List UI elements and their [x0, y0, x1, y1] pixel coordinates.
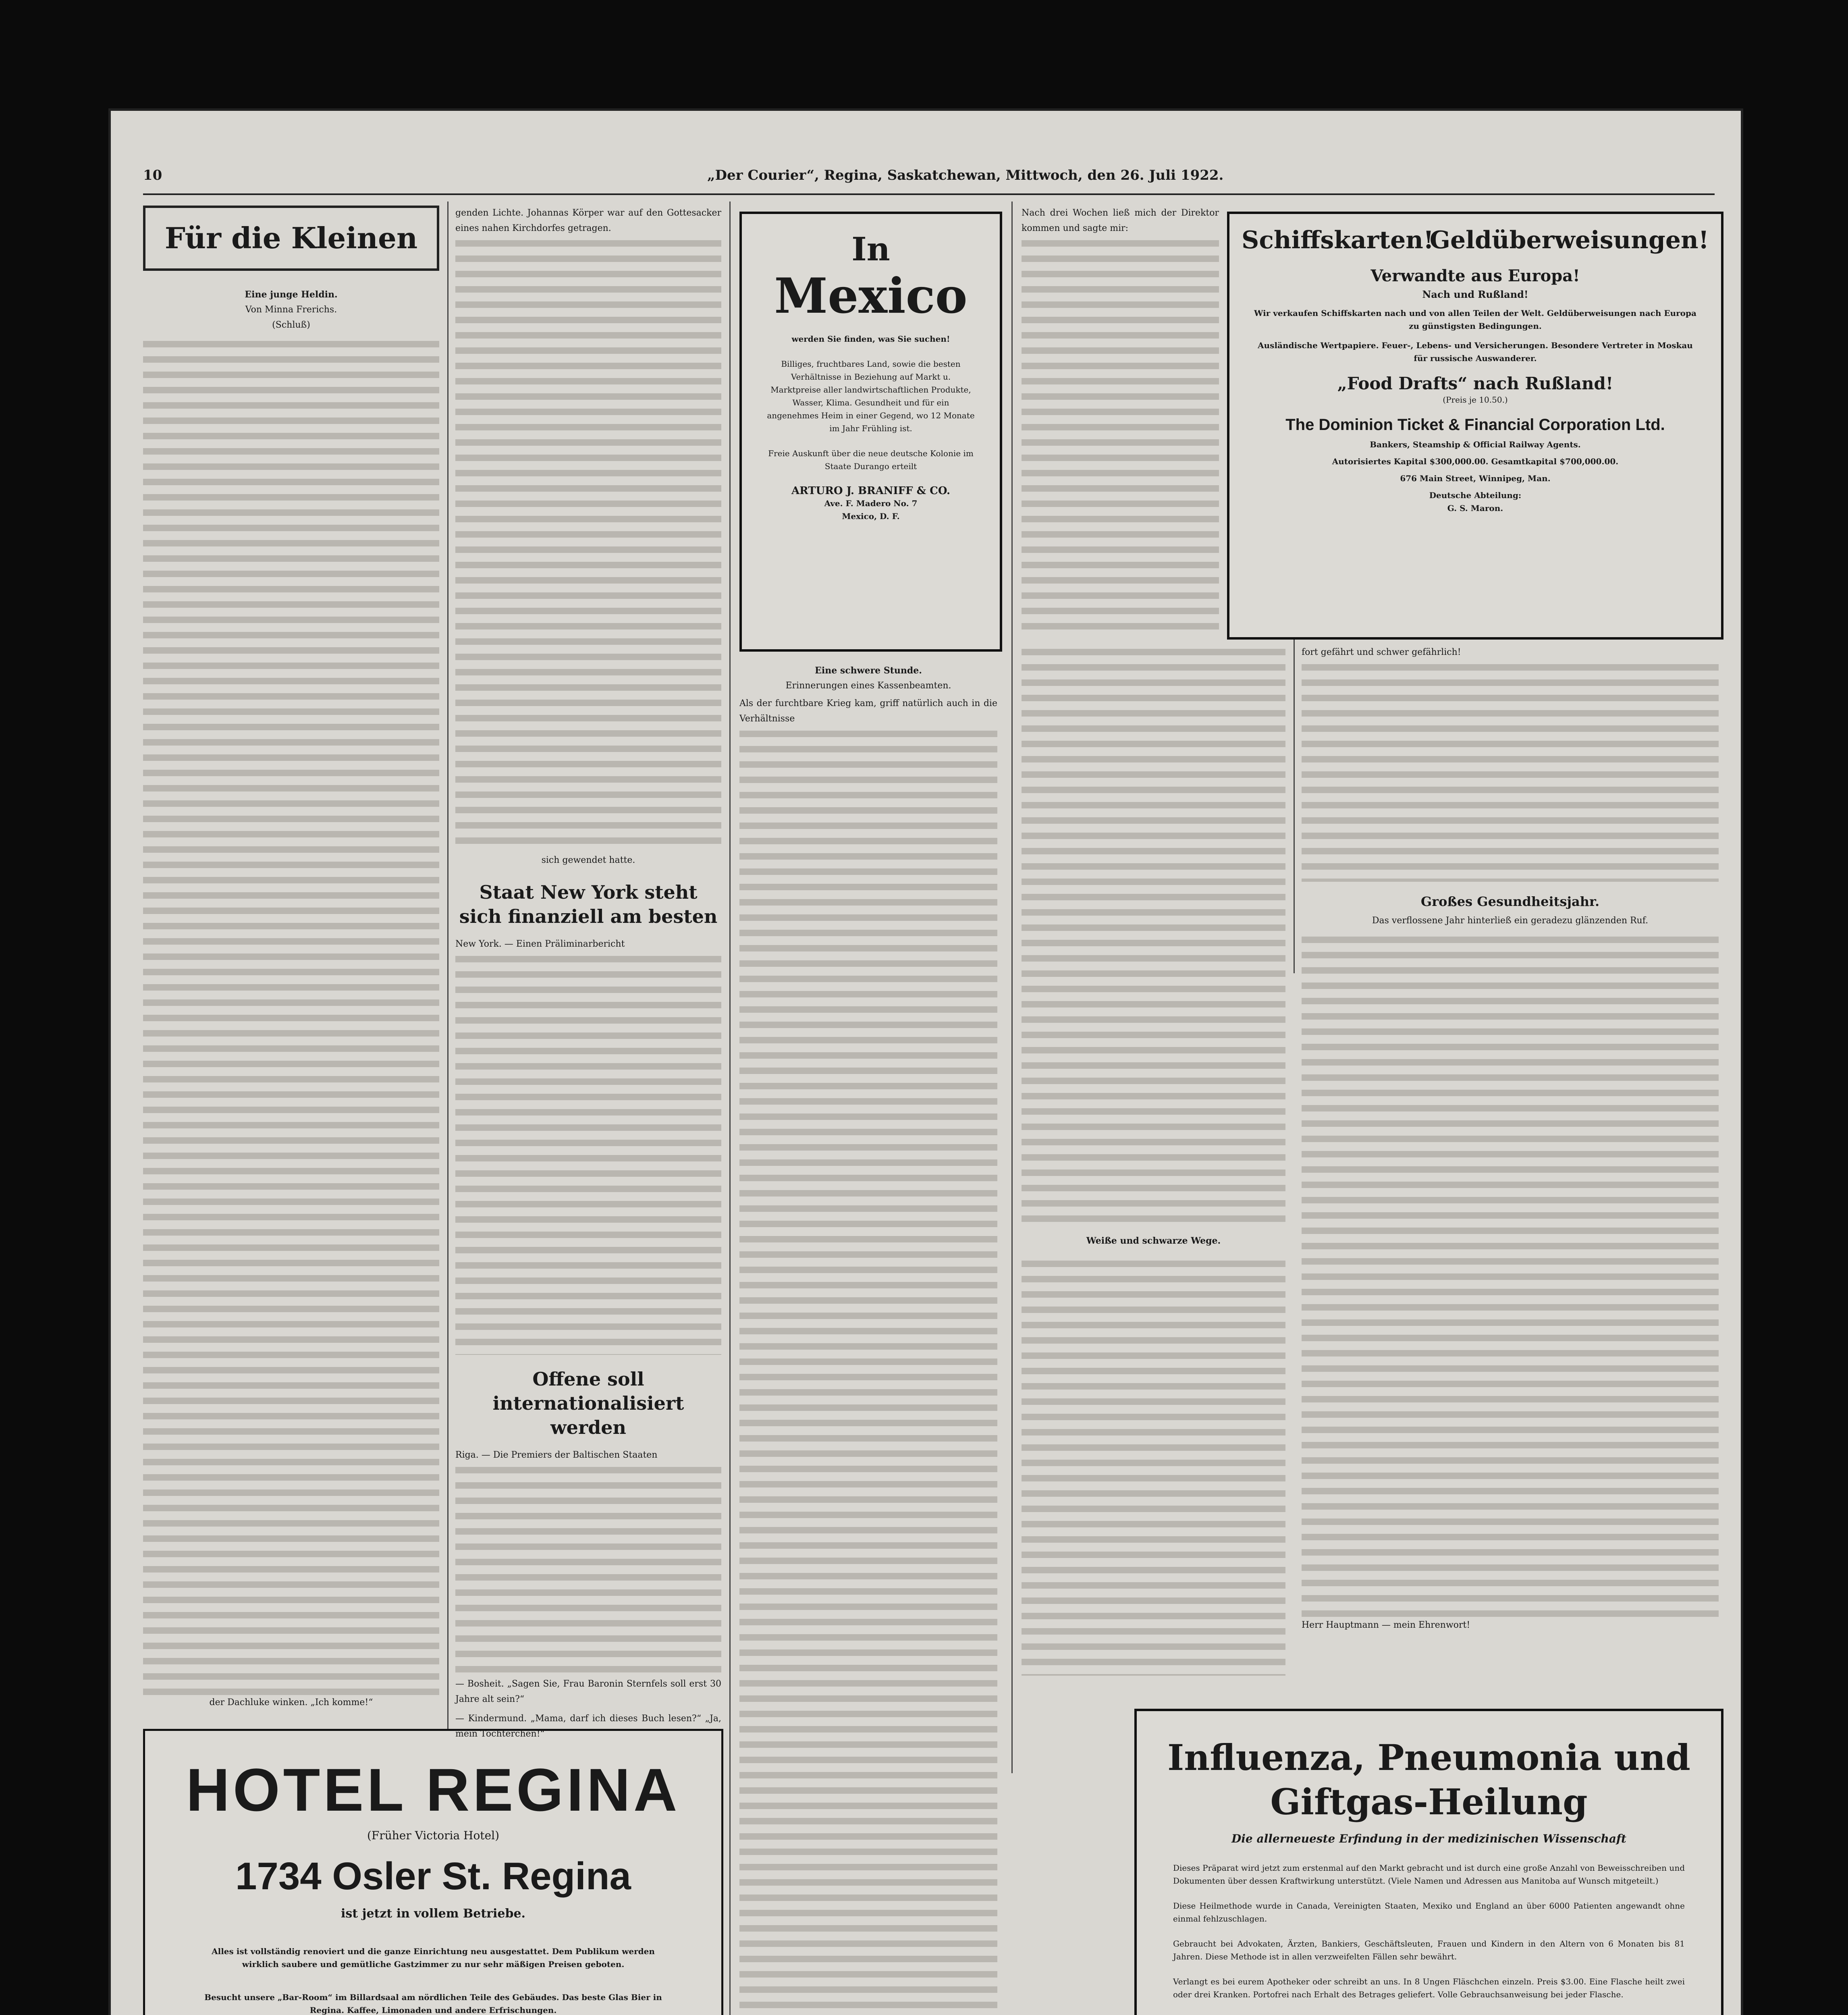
tickets-ad-subtitle: Verwandte aus Europa!: [1370, 266, 1580, 285]
tickets-ad-price: (Preis je 10.50.): [1443, 395, 1508, 405]
col4-start: Nach drei Wochen ließ mich der Direktor kommen und sagte mir:: [1022, 208, 1219, 233]
tickets-ad-address: 676 Main Street, Winnipeg, Man.: [1400, 474, 1551, 483]
column-three: [739, 663, 997, 2015]
headline-gesundheitsjahr: Großes Gesundheitsjahr.: [1420, 894, 1600, 909]
tickets-ad-line1: Wir verkaufen Schiffskarten nach und von allen Teilen der Welt. Geldüberweisungen nach Europa zu günstigsten Bedingungen.: [1254, 308, 1696, 331]
column-five: [1302, 645, 1719, 1693]
col4-top-text: [1022, 236, 1219, 635]
headline-riga: Offene soll internationalisiert werden: [492, 1368, 684, 1438]
column-four-top: [1022, 206, 1219, 629]
hotel-ad-status: ist jetzt in vollem Betriebe.: [341, 1907, 525, 1921]
mexico-ad-info: Freie Auskunft über die neue deutsche Kolonie im Staate Durango erteilt: [768, 449, 974, 471]
tickets-ad-line2: Ausländische Wertpapiere. Feuer-, Lebens- und Versicherungen. Besondere Vertreter in Moskau für russische Auswanderer.: [1258, 341, 1693, 363]
influenza-ad-paragraph-1: Dieses Präparat wird jetzt zum erstenmal auf den Markt gebracht und ist durch eine große Anzahl von Beweisschreiben und Dokumenten über dessen Kraftwirkung unterstützt. (Viele Namen und Adressen aus Manitoba auf Wunsch mitgeteilt.): [1173, 1863, 1685, 1886]
col4-text: [1022, 645, 1285, 1225]
headline-new-york: Staat New York steht sich finanziell am besten: [459, 881, 718, 927]
joke-kindermund: — Kindermund. „Mama, darf ich dieses Buch lesen?“ „Ja, mein Töchterchen!“: [455, 1714, 721, 1739]
continued-story-start: genden Lichte. Johannas Körper war auf den Gottesacker eines nahen Kirchdorfes getragen.: [455, 208, 721, 233]
kinder-section-title: Für die Kleinen: [143, 206, 439, 271]
joke-bosheit: — Bosheit. „Sagen Sie, Frau Baronin Sternfels soll erst 30 Jahre alt sein?“: [455, 1679, 721, 1704]
hotel-regina-ad: [143, 1729, 723, 2015]
influenza-ad-paragraph-4: Verlangt es bei eurem Apotheker oder schreibt an uns. In 8 Ungen Fläschchen einzeln. Preis $3.00. Eine Flasche heilt zwei oder drei Kranken. Portofrei nach Erhalt des Betrages geliefert. Volle Gebrauchsanweisung bei jeder Flasche.: [1173, 1977, 1685, 1999]
story-schwere-stunde-subtitle: Erinnerungen eines Kassenbeamten.: [785, 681, 951, 691]
tickets-ad-contact-name: G. S. Maron.: [1447, 503, 1503, 513]
mexico-ad-city: Mexico, D. F.: [842, 511, 900, 521]
influenza-ad-title-1: Influenza, Pneumonia und: [1167, 1737, 1690, 1778]
story-body-text: [143, 337, 439, 1695]
influenza-ad: [1134, 1709, 1723, 2015]
mexico-ad-company: ARTURO J. BRANIFF & CO.: [791, 485, 951, 497]
story-status: (Schluß): [272, 320, 310, 330]
influenza-ad-title-2: Giftgas-Heilung: [1270, 1781, 1588, 1823]
tickets-ad-department: Deutsche Abteilung:: [1429, 490, 1522, 500]
story-schwere-stunde-first-line: Als der furchtbare Krieg kam, griff natürlich auch in die Verhältnisse: [739, 698, 997, 724]
hotel-ad-address: 1734 Osler St. Regina: [235, 1855, 631, 1898]
article-riga-text: [455, 1463, 721, 1672]
masthead-line: „Der Courier“, Regina, Saskatchewan, Mittwoch, den 26. Juli 1922.: [707, 167, 1224, 183]
article-weisse-wege-text: [1022, 1257, 1285, 1676]
mexico-ad-address: Ave. F. Madero No. 7: [824, 499, 918, 508]
column-divider: [729, 202, 731, 2015]
col5-start: fort gefährt und schwer gefährlich!: [1302, 647, 1461, 657]
headline-weisse-wege: Weiße und schwarze Wege.: [1086, 1236, 1221, 1246]
mexico-ad-title-big: Mexico: [774, 268, 968, 324]
hotel-ad-paragraph-2: Besucht unsere „Bar-Room“ im Billardsaal am nördlichen Teile des Gebäudes. Das beste Glas Bier in Regina. Kaffee, Limonaden und andere Erfrischungen.: [204, 1992, 662, 2015]
column-divider: [1011, 202, 1013, 1773]
dateline-riga: Riga. — Die Premiers der Baltischen Staaten: [455, 1450, 658, 1460]
column-four: [1022, 645, 1285, 1693]
header-rule: [143, 193, 1715, 195]
mexico-ad: [739, 212, 1002, 652]
dateline-new-york: New York. — Einen Präliminarbericht: [455, 939, 625, 949]
tickets-ad-food-drafts: „Food Drafts“ nach Rußland!: [1337, 374, 1613, 393]
tickets-ad: [1227, 212, 1723, 640]
tickets-ad-right-title: Geldüberweisungen!: [1429, 226, 1709, 254]
influenza-ad-paragraph-2: Diese Heilmethode wurde in Canada, Vereinigten Staaten, Mexiko und England an über 6000 Patienten angewandt ohne einmal fehlzuschlagen.: [1173, 1901, 1685, 1924]
story-schwere-stunde-text: [739, 727, 997, 2015]
col5-ending: Herr Hauptmann — mein Ehrenwort!: [1302, 1620, 1470, 1630]
mexico-ad-subtitle: werden Sie finden, was Sie suchen!: [791, 334, 950, 344]
hotel-ad-formerly: (Früher Victoria Hotel): [367, 1829, 500, 1842]
continued-story-ending: sich gewendet hatte.: [541, 855, 635, 865]
mexico-ad-title-small: In: [851, 230, 890, 268]
tickets-ad-subtitle2: Nach und Rußland!: [1422, 289, 1528, 300]
tickets-ad-company: The Dominion Ticket & Financial Corporation Ltd.: [1285, 416, 1665, 434]
column-kinder: [143, 206, 439, 1713]
story-byline: Von Minna Frerichs.: [245, 305, 337, 315]
newspaper-page: [111, 111, 1741, 2015]
col5-text-top: [1302, 660, 1719, 882]
page-header: [143, 167, 1715, 195]
subhead-gesundheitsjahr: Das verflossene Jahr hinterließ ein geradezu glänzenden Ruf.: [1372, 916, 1649, 926]
continued-story-text: [455, 236, 721, 853]
tickets-ad-left-title: Schiffskarten!: [1242, 226, 1434, 254]
story-ending: der Dachluke winken. „Ich komme!“: [209, 1697, 373, 1708]
column-two: [455, 206, 721, 1739]
article-new-york-text: [455, 952, 721, 1355]
influenza-ad-subtitle: Die allerneueste Erfindung in der medizinischen Wissenschaft: [1231, 1832, 1626, 1845]
page-number: 10: [143, 167, 162, 183]
article-gesundheitsjahr-text: [1302, 933, 1719, 1618]
story-title: Eine junge Heldin.: [245, 289, 338, 300]
mexico-ad-text: Billiges, fruchtbares Land, sowie die besten Verhältnisse in Beziehung auf Markt u. Marktpreise aller landwirtschaftlichen Produkte, Wasser, Klima. Gesundheit und für ein angenehmes Heim in einer Gegend, wo 12 Monate im Jahr Frühling ist.: [767, 359, 975, 433]
influenza-ad-paragraph-3: Gebraucht bei Advokaten, Ärzten, Bankiers, Geschäftsleuten, Frauen und Kindern in den Altern von 6 Monaten bis 81 Jahren. Diese Methode ist in allen verzweifelten Fällen sehr bewährt.: [1173, 1939, 1685, 1961]
hotel-ad-title: HOTEL REGINA: [186, 1756, 681, 1824]
hotel-ad-paragraph-1: Alles ist vollständig renoviert und die ganze Einrichtung neu ausgestattet. Dem Publikum werden wirklich saubere und gemütliche Gastzimmer zu nur sehr mäßigen Preisen geboten.: [212, 1946, 655, 1969]
tickets-ad-capital: Autorisiertes Kapital $300,000.00. Gesamtkapital $700,000.00.: [1332, 457, 1619, 466]
story-schwere-stunde-title: Eine schwere Stunde.: [815, 665, 922, 676]
tickets-ad-bankers: Bankers, Steamship & Official Railway Agents.: [1370, 440, 1581, 449]
